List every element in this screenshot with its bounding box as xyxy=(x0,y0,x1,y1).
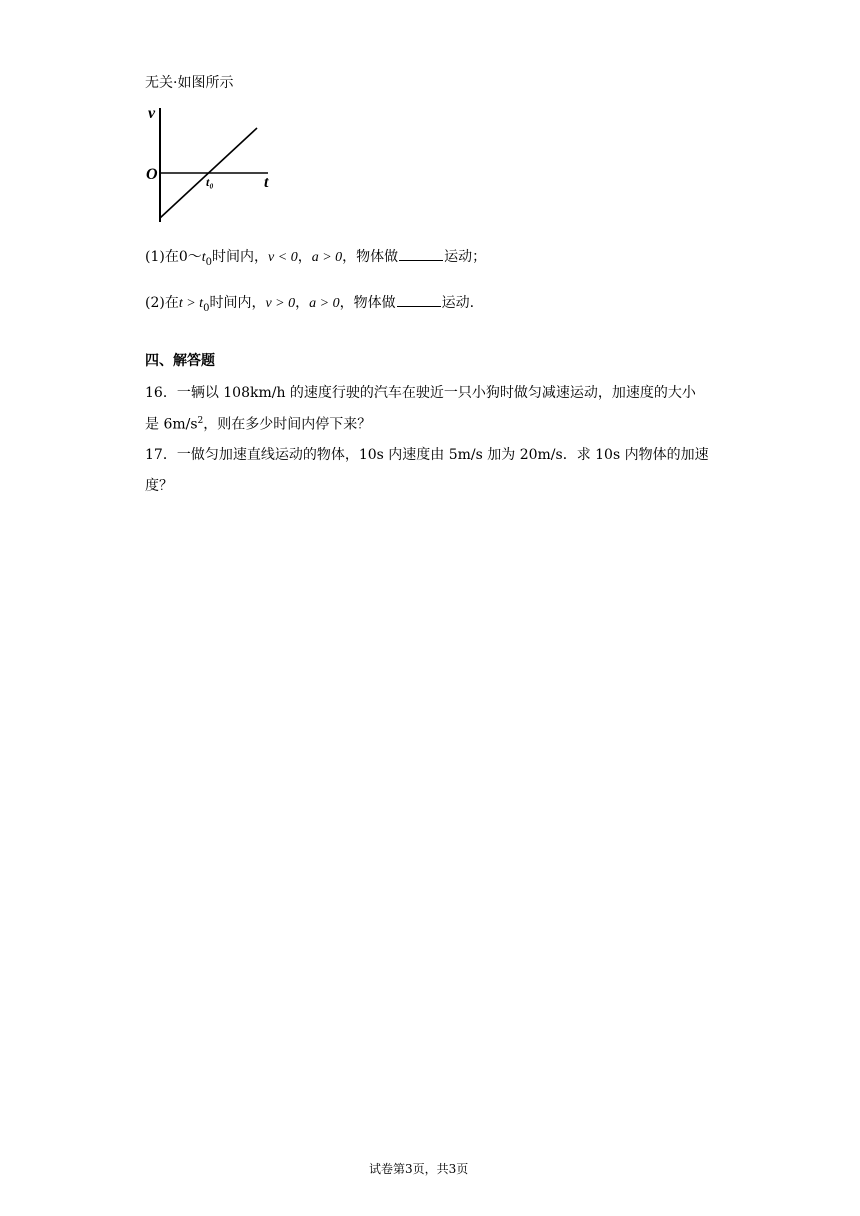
time-range: 0～ xyxy=(178,249,202,265)
t0-label: t₀ xyxy=(206,175,214,189)
item-number: (2) xyxy=(145,295,165,311)
item-number: (1) xyxy=(145,249,165,265)
velocity-condition: v < 0 xyxy=(268,250,298,265)
item-text: 运动； xyxy=(444,249,487,265)
velocity-time-graph xyxy=(140,100,280,230)
item-text: 时间内， xyxy=(209,295,266,311)
page-footer: 试卷第3页，共3页 xyxy=(369,1162,469,1176)
question-16-line-2 xyxy=(145,412,371,434)
velocity-condition: v > 0 xyxy=(265,296,296,311)
answer-blank[interactable] xyxy=(397,294,441,307)
section-heading: 四、解答题 xyxy=(145,353,215,369)
separator: ， xyxy=(297,249,312,265)
question-17-line-2: 度？ xyxy=(145,478,173,494)
item-text: ，物体做 xyxy=(342,249,399,265)
separator: ， xyxy=(295,295,310,311)
t-axis-label: t xyxy=(264,174,269,191)
t0-subscript: 0 xyxy=(205,256,213,268)
answer-blank[interactable] xyxy=(399,248,443,261)
item-text: 时间内， xyxy=(212,249,269,265)
t0-symbol: t xyxy=(201,250,206,265)
fill-blank-item-1 xyxy=(145,248,486,272)
question-text: 是 6m/s xyxy=(145,416,198,433)
item-text: 在 xyxy=(164,249,179,265)
intro-line: 无关·如图所示 xyxy=(145,75,234,91)
item-text: ，物体做 xyxy=(339,295,396,311)
time-condition: t > t xyxy=(178,296,204,311)
question-17-line-1: 17．一做匀加速直线运动的物体，10s 内速度由 5m/s 加为 20m/s．求 10s 内物体的加速 xyxy=(145,447,709,463)
item-text: 运动. xyxy=(441,295,475,311)
acceleration-condition: a > 0 xyxy=(309,296,340,311)
question-text: ，则在多少时间内停下来？ xyxy=(203,416,372,433)
item-text: 在 xyxy=(164,295,179,311)
question-16-line-1: 16．一辆以 108km/h 的速度行驶的汽车在驶近一只小狗时做匀减速运动，加速度的大小 xyxy=(145,385,696,401)
v-axis-label: v xyxy=(148,105,156,122)
exponent: 2 xyxy=(197,416,204,426)
acceleration-condition: a > 0 xyxy=(311,250,343,265)
origin-label: O xyxy=(146,166,158,183)
t0-subscript: 0 xyxy=(203,302,210,314)
fill-blank-item-2 xyxy=(145,294,474,318)
